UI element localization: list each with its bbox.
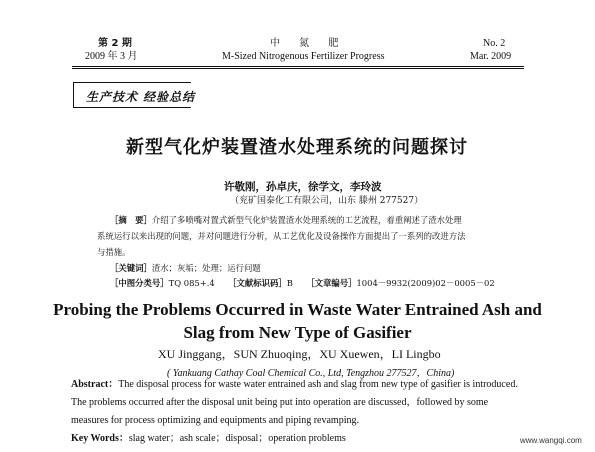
cn-classification-line	[110, 275, 495, 291]
header-issue-cn: 第 2 期	[98, 38, 132, 49]
watermark: www.wangqi.com	[520, 436, 582, 445]
cn-keywords: 渣水；灰垢；处理；运行问题	[151, 263, 261, 273]
cn-abstract-line1	[110, 212, 462, 228]
en-abstract-text-1: The disposal process for waste water entrained ash and slag from new type of gasifier is introduced.	[118, 379, 518, 390]
cn-abstract-text-1: 介绍了多喷嘴对置式新型气化炉装置渣水处理系统的工艺流程，着重阐述了渣水处理	[151, 215, 462, 225]
header-journal-cn: 中 氮 肥	[270, 38, 347, 49]
en-affiliation: ( Yankuang Cathay Coal Chemical Co., Ltd, Tengzhou 277527，China)	[167, 368, 455, 379]
header-rule-thin	[72, 68, 524, 69]
cn-keywords-line	[110, 260, 261, 276]
column-label-box	[73, 82, 196, 108]
en-abstract-line1	[71, 376, 518, 395]
cn-abstract-line3: 与措施。	[97, 247, 131, 257]
cn-abstract-line2: 系统运行以来出现的问题，并对问题进行分析，从工艺优化及设备操作方面提出了一系列的改进方法	[97, 231, 466, 241]
cn-affiliation: （兖矿国泰化工有限公司，山东 滕州 277527）	[230, 196, 424, 206]
en-title-line2: Slag from New Type of Gasifier	[183, 323, 412, 342]
cn-doccode-label: ［文献标识码］	[228, 278, 287, 288]
cn-article-no: 1004－9932(2009)02－0005－02	[356, 278, 495, 288]
cn-clc-label: ［中图分类号］	[110, 278, 169, 288]
en-keywords-line	[71, 430, 346, 449]
cn-keywords-label: ［关键词］	[110, 263, 152, 273]
en-abstract-line2: The problems occurred after the disposal unit being put into operation are discussed，followed by some	[71, 397, 489, 408]
en-keywords: slag water；ash scale；disposal；operation problems	[128, 433, 346, 444]
en-authors: XU Jinggang，SUN Zhuoqing，XU Xuewen，LI Lingbo	[158, 347, 441, 361]
header-date-en: Mar. 2009	[470, 51, 512, 62]
header-journal-en: M-Sized Nitrogenous Fertilizer Progress	[222, 51, 385, 62]
cn-article-no-label: ［文章编号］	[306, 278, 357, 288]
en-title-line1: Probing the Problems Occurred in Waste Water Entrained Ash and	[53, 300, 542, 319]
cn-doccode: B	[286, 278, 293, 288]
column-label: 生产技术 经验总结	[86, 90, 196, 104]
en-abstract-line3: measures for process optimizing and equipments and piping revamping.	[71, 415, 359, 426]
cn-clc: TQ 085+.4	[168, 278, 215, 288]
header-date-cn: 2009 年 3 月	[85, 51, 138, 62]
header-issue-en: No. 2	[483, 38, 506, 49]
cn-title: 新型气化炉装置渣水处理系统的问题探讨	[126, 137, 468, 158]
en-abstract-label: Abstract：	[71, 379, 119, 390]
cn-abstract-label: ［摘 要］	[110, 215, 152, 225]
header-rule	[72, 66, 524, 67]
en-keywords-label: Key Words：	[71, 433, 129, 444]
cn-authors: 许敬刚，孙卓庆，徐学文，李玲波	[224, 181, 382, 193]
